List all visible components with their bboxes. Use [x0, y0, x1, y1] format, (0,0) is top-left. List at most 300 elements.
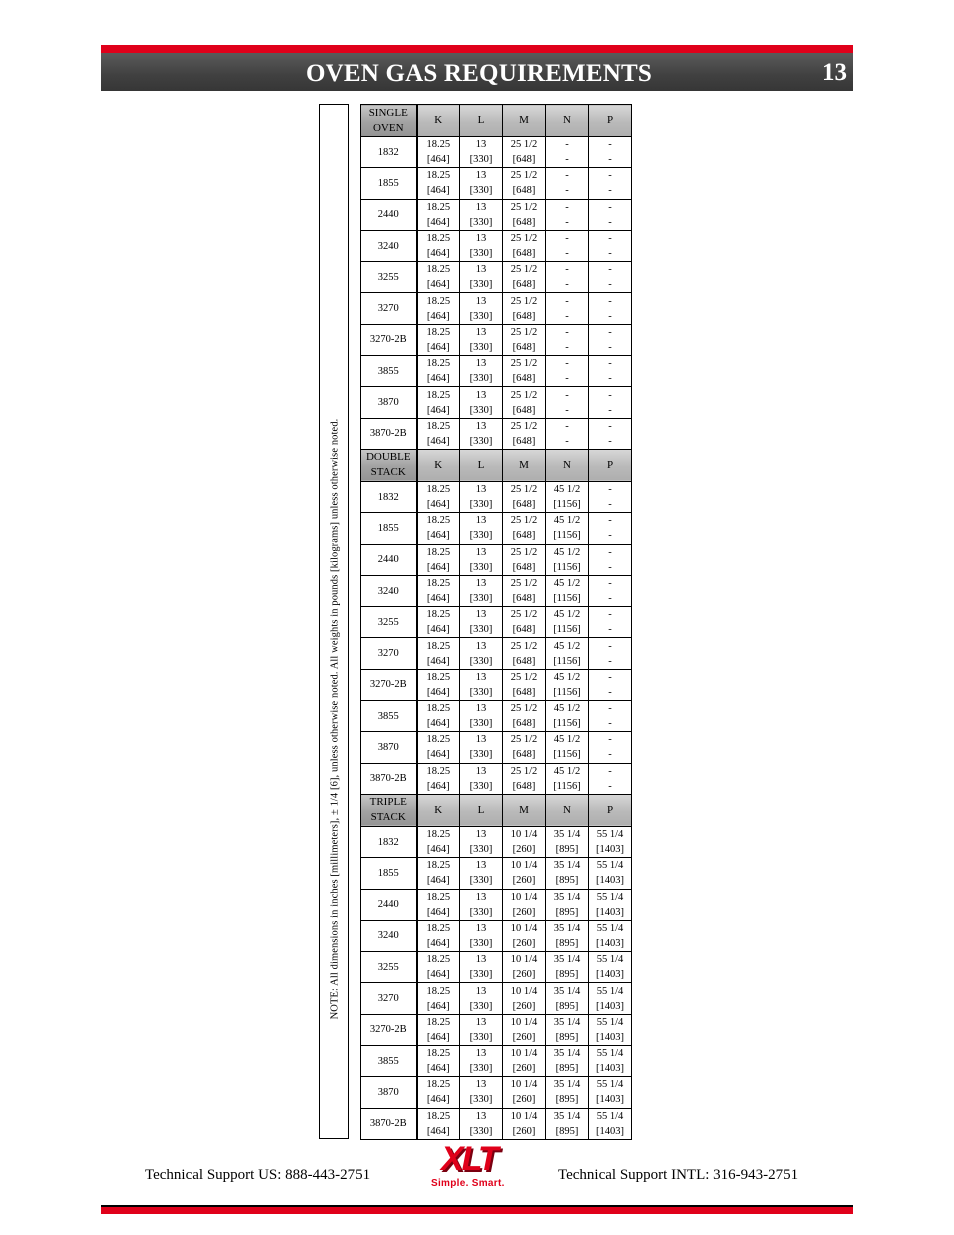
model-cell: 3855 — [361, 1046, 417, 1077]
section-label-line1: TRIPLE — [369, 796, 407, 809]
value-cell — [546, 607, 589, 638]
table-row — [361, 1046, 632, 1077]
value-cell — [460, 1046, 503, 1077]
inch-value: 35 1/4 — [553, 985, 581, 997]
value-cell — [589, 137, 632, 168]
mm-value: [895] — [555, 1063, 579, 1075]
value-cell — [417, 544, 460, 575]
value-cell — [417, 1077, 460, 1108]
value-cell — [546, 324, 589, 355]
mm-value: [1403] — [596, 875, 624, 887]
value-cell — [417, 638, 460, 669]
mm-value: [1156] — [553, 749, 581, 761]
inch-value: 18.25 — [426, 703, 451, 715]
inch-value: - — [608, 734, 612, 746]
mm-value: - — [565, 310, 569, 322]
table-row — [361, 952, 632, 983]
value-cell — [589, 230, 632, 261]
inch-value: - — [608, 609, 612, 621]
mm-value: [895] — [555, 844, 579, 856]
value-cell — [503, 607, 546, 638]
inch-value: 18.25 — [426, 891, 451, 903]
mm-value: [464] — [426, 593, 450, 604]
mm-value: [1403] — [596, 1031, 624, 1043]
table-row — [361, 1108, 632, 1139]
table-row — [361, 230, 632, 261]
value-cell — [589, 513, 632, 544]
mm-value: [330] — [469, 624, 493, 636]
mm-value: [648] — [512, 185, 536, 197]
mm-value: [464] — [426, 1094, 450, 1106]
value-cell — [589, 889, 632, 920]
value-cell — [460, 920, 503, 951]
inch-value: 55 1/4 — [596, 860, 624, 872]
inch-value: 13 — [475, 734, 487, 746]
mm-value: [1156] — [553, 655, 581, 667]
value-cell — [589, 858, 632, 889]
mm-value: [330] — [469, 279, 493, 291]
mm-value: [260] — [512, 937, 536, 949]
inch-value: 25 1/2 — [510, 515, 538, 527]
mm-value: - — [608, 686, 612, 698]
inch-value: 18.25 — [426, 515, 451, 527]
value-cell — [503, 1046, 546, 1077]
mm-value: [648] — [512, 499, 536, 511]
column-header: L — [460, 105, 503, 137]
inch-value: 18.25 — [426, 829, 451, 841]
value-cell — [460, 983, 503, 1014]
value-cell — [503, 732, 546, 763]
mm-value: [260] — [512, 1031, 536, 1043]
inch-value: 13 — [475, 609, 487, 621]
model-cell: 3270-2B — [361, 1014, 417, 1045]
column-header: L — [460, 794, 503, 826]
logo-tagline: Simple. Smart. — [431, 1178, 505, 1189]
value-cell — [589, 199, 632, 230]
value-cell — [546, 889, 589, 920]
value-cell — [503, 983, 546, 1014]
value-cell — [503, 889, 546, 920]
table-row — [361, 168, 632, 199]
mm-value: [330] — [469, 844, 493, 856]
inch-value: - — [565, 358, 569, 370]
model-cell: 3240 — [361, 230, 417, 261]
mm-value: [330] — [469, 593, 493, 604]
mm-value: [1156] — [553, 499, 581, 511]
value-cell — [503, 168, 546, 199]
value-cell — [503, 638, 546, 669]
value-cell — [417, 889, 460, 920]
inch-value: 13 — [475, 515, 487, 527]
inch-value: 18.25 — [426, 609, 451, 621]
value-cell — [460, 763, 503, 794]
inch-value: 13 — [475, 233, 487, 245]
table-row — [361, 324, 632, 355]
inch-value: 18.25 — [426, 1048, 451, 1060]
inch-value: 18.25 — [426, 326, 451, 338]
value-cell — [417, 763, 460, 794]
mm-value: [464] — [426, 844, 450, 856]
inch-value: 25 1/2 — [510, 233, 538, 245]
value-cell — [589, 669, 632, 700]
column-header: N — [546, 105, 589, 137]
mm-value: - — [565, 404, 569, 416]
inch-value: 18.25 — [426, 201, 451, 213]
table-row — [361, 1014, 632, 1045]
value-cell — [460, 544, 503, 575]
inch-value: 10 1/4 — [510, 1048, 538, 1060]
inch-value: 45 1/2 — [553, 703, 581, 715]
inch-value: 35 1/4 — [553, 922, 581, 934]
inch-value: - — [608, 515, 612, 527]
inch-value: 25 1/2 — [510, 484, 538, 496]
mm-value: - — [608, 435, 612, 447]
value-cell — [417, 826, 460, 857]
mm-value: [260] — [512, 1063, 536, 1075]
column-header: L — [460, 449, 503, 481]
value-cell — [546, 826, 589, 857]
value-cell — [417, 418, 460, 449]
value-cell — [503, 826, 546, 857]
inch-value: 45 1/2 — [553, 609, 581, 621]
model-cell: 3240 — [361, 575, 417, 606]
mm-value: [895] — [555, 969, 579, 981]
mm-value: [1403] — [596, 937, 624, 949]
inch-value: 35 1/4 — [553, 1016, 581, 1028]
column-header: K — [417, 105, 460, 137]
value-cell — [503, 262, 546, 293]
inch-value: 18.25 — [426, 233, 451, 245]
value-cell — [546, 1077, 589, 1108]
inch-value: 25 1/2 — [510, 358, 538, 370]
inch-value: 13 — [475, 170, 487, 182]
table-row — [361, 920, 632, 951]
value-cell — [546, 1014, 589, 1045]
mm-value: [464] — [426, 969, 450, 981]
table-row — [361, 983, 632, 1014]
value-cell — [546, 763, 589, 794]
mm-value: [330] — [469, 780, 493, 792]
value-cell — [546, 701, 589, 732]
value-cell — [417, 983, 460, 1014]
mm-value: [330] — [469, 749, 493, 761]
inch-value: 25 1/2 — [510, 295, 538, 307]
table-row — [361, 638, 632, 669]
inch-value: 18.25 — [426, 985, 451, 997]
value-cell — [460, 293, 503, 324]
mm-value: - — [565, 154, 569, 166]
inch-value: 25 1/2 — [510, 420, 538, 432]
value-cell — [417, 387, 460, 418]
value-cell — [503, 137, 546, 168]
value-cell — [460, 1014, 503, 1045]
value-cell — [460, 418, 503, 449]
mm-value: [1156] — [553, 686, 581, 698]
inch-value: 13 — [475, 264, 487, 276]
value-cell — [460, 262, 503, 293]
mm-value: [330] — [469, 530, 493, 542]
value-cell — [460, 230, 503, 261]
mm-value: [330] — [469, 310, 493, 322]
mm-value: [464] — [426, 686, 450, 698]
value-cell — [589, 1046, 632, 1077]
mm-value: [1403] — [596, 1125, 624, 1137]
model-cell: 1855 — [361, 168, 417, 199]
mm-value: [260] — [512, 844, 536, 856]
inch-value: - — [608, 170, 612, 182]
inch-value: 10 1/4 — [510, 860, 538, 872]
inch-value: 13 — [475, 703, 487, 715]
value-cell — [460, 356, 503, 387]
inch-value: 18.25 — [426, 765, 451, 777]
mm-value: [464] — [426, 655, 450, 667]
mm-value: - — [608, 279, 612, 291]
model-cell: 3255 — [361, 607, 417, 638]
value-cell — [589, 575, 632, 606]
value-cell — [546, 983, 589, 1014]
inch-value: 25 1/2 — [510, 170, 538, 182]
inch-value: 55 1/4 — [596, 829, 624, 841]
value-cell — [503, 544, 546, 575]
inch-value: 25 1/2 — [510, 609, 538, 621]
value-cell — [417, 293, 460, 324]
dimensions-note: NOTE: All dimensions in inches [millimeters], ± 1/4 [6], unless otherwise noted. All weights in pounds [kilograms] unless otherwise noted. — [329, 418, 341, 1020]
inch-value: 18.25 — [426, 264, 451, 276]
inch-value: 13 — [475, 389, 487, 401]
mm-value: [464] — [426, 435, 450, 447]
value-cell — [546, 230, 589, 261]
mm-value: - — [608, 718, 612, 730]
inch-value: 18.25 — [426, 389, 451, 401]
model-cell: 1855 — [361, 513, 417, 544]
model-cell: 3870-2B — [361, 1108, 417, 1139]
mm-value: [330] — [469, 248, 493, 260]
inch-value: 55 1/4 — [596, 985, 624, 997]
mm-value: - — [565, 279, 569, 291]
section-label — [361, 794, 417, 826]
column-header: N — [546, 794, 589, 826]
inch-value: 13 — [475, 1048, 487, 1060]
table-row — [361, 858, 632, 889]
mm-value: [330] — [469, 373, 493, 385]
inch-value: 18.25 — [426, 139, 451, 151]
value-cell — [460, 732, 503, 763]
mm-value: [464] — [426, 875, 450, 887]
model-cell: 3870 — [361, 387, 417, 418]
inch-value: 13 — [475, 954, 487, 966]
mm-value: [330] — [469, 1063, 493, 1075]
mm-value: [1156] — [553, 718, 581, 730]
inch-value: 35 1/4 — [553, 891, 581, 903]
model-cell: 1855 — [361, 858, 417, 889]
value-cell — [417, 1046, 460, 1077]
inch-value: - — [608, 233, 612, 245]
inch-value: 18.25 — [426, 420, 451, 432]
table-row — [361, 544, 632, 575]
value-cell — [546, 952, 589, 983]
inch-value: 25 1/2 — [510, 389, 538, 401]
value-cell — [546, 481, 589, 512]
inch-value: 55 1/4 — [596, 1016, 624, 1028]
mm-value: [330] — [469, 216, 493, 228]
value-cell — [589, 983, 632, 1014]
mm-value: - — [608, 530, 612, 542]
value-cell — [589, 701, 632, 732]
inch-value: - — [608, 765, 612, 777]
inch-value: 25 1/2 — [510, 703, 538, 715]
inch-value: - — [565, 233, 569, 245]
mm-value: [464] — [426, 1000, 450, 1012]
mm-value: [1403] — [596, 1063, 624, 1075]
value-cell — [417, 168, 460, 199]
mm-value: [648] — [512, 435, 536, 447]
inch-value: - — [565, 420, 569, 432]
value-cell — [546, 920, 589, 951]
inch-value: 55 1/4 — [596, 1110, 624, 1122]
mm-value: - — [565, 216, 569, 228]
mm-value: [464] — [426, 341, 450, 353]
mm-value: - — [565, 185, 569, 197]
value-cell — [460, 826, 503, 857]
value-cell — [546, 356, 589, 387]
value-cell — [460, 513, 503, 544]
model-cell: 3270 — [361, 293, 417, 324]
value-cell — [460, 669, 503, 700]
value-cell — [589, 544, 632, 575]
mm-value: [464] — [426, 937, 450, 949]
table-row — [361, 387, 632, 418]
inch-value: - — [608, 484, 612, 496]
model-cell: 1832 — [361, 826, 417, 857]
mm-value: [1403] — [596, 969, 624, 981]
inch-value: 45 1/2 — [553, 515, 581, 527]
inch-value: 35 1/4 — [553, 954, 581, 966]
value-cell — [460, 952, 503, 983]
table-row — [361, 826, 632, 857]
mm-value: [648] — [512, 686, 536, 698]
top-red-rule — [101, 45, 853, 53]
mm-value: [464] — [426, 1063, 450, 1075]
support-us-phone: Technical Support US: 888-443-2751 — [145, 1167, 371, 1183]
table-row — [361, 513, 632, 544]
table-row — [361, 607, 632, 638]
inch-value: 10 1/4 — [510, 1016, 538, 1028]
value-cell — [503, 387, 546, 418]
table-row — [361, 1077, 632, 1108]
table-row — [361, 481, 632, 512]
value-cell — [503, 669, 546, 700]
mm-value: [648] — [512, 216, 536, 228]
value-cell — [460, 1108, 503, 1139]
mm-value: [464] — [426, 248, 450, 260]
value-cell — [589, 481, 632, 512]
value-cell — [503, 575, 546, 606]
value-cell — [417, 732, 460, 763]
mm-value: [330] — [469, 154, 493, 166]
value-cell — [417, 513, 460, 544]
table-row — [361, 199, 632, 230]
inch-value: 13 — [475, 1110, 487, 1122]
model-cell: 2440 — [361, 889, 417, 920]
inch-value: 13 — [475, 891, 487, 903]
column-header: K — [417, 449, 460, 481]
inch-value: - — [608, 389, 612, 401]
model-cell: 3870-2B — [361, 763, 417, 794]
value-cell — [460, 199, 503, 230]
mm-value: [330] — [469, 499, 493, 511]
mm-value: [464] — [426, 216, 450, 228]
table-row — [361, 262, 632, 293]
value-cell — [546, 732, 589, 763]
mm-value: [1403] — [596, 906, 624, 918]
mm-value: [464] — [426, 310, 450, 322]
mm-value: [648] — [512, 248, 536, 260]
column-header: P — [589, 105, 632, 137]
value-cell — [417, 701, 460, 732]
inch-value: 35 1/4 — [553, 1048, 581, 1060]
mm-value: [330] — [469, 655, 493, 667]
value-cell — [546, 262, 589, 293]
value-cell — [503, 1014, 546, 1045]
value-cell — [503, 701, 546, 732]
section-label-line2: OVEN — [372, 121, 404, 134]
value-cell — [460, 575, 503, 606]
value-cell — [460, 858, 503, 889]
inch-value: 55 1/4 — [596, 954, 624, 966]
mm-value: [1156] — [553, 593, 581, 604]
mm-value: [464] — [426, 154, 450, 166]
value-cell — [589, 826, 632, 857]
inch-value: 55 1/4 — [596, 1079, 624, 1091]
value-cell — [460, 607, 503, 638]
value-cell — [417, 858, 460, 889]
mm-value: [648] — [512, 593, 536, 604]
inch-value: 13 — [475, 1016, 487, 1028]
value-cell — [589, 607, 632, 638]
mm-value: [260] — [512, 1000, 536, 1012]
inch-value: 13 — [475, 985, 487, 997]
value-cell — [417, 669, 460, 700]
mm-value: - — [608, 780, 612, 792]
table-row — [361, 356, 632, 387]
model-cell: 3270 — [361, 983, 417, 1014]
value-cell — [546, 575, 589, 606]
model-cell: 3855 — [361, 701, 417, 732]
value-cell — [546, 858, 589, 889]
inch-value: - — [608, 264, 612, 276]
section-label-line2: STACK — [370, 466, 406, 479]
value-cell — [589, 638, 632, 669]
column-header: P — [589, 794, 632, 826]
value-cell — [417, 137, 460, 168]
value-cell — [417, 324, 460, 355]
mm-value: - — [608, 373, 612, 385]
inch-value: 13 — [475, 546, 487, 558]
mm-value: [895] — [555, 1125, 579, 1137]
inch-value: 45 1/2 — [553, 765, 581, 777]
value-cell — [503, 230, 546, 261]
mm-value: - — [565, 435, 569, 447]
column-header: P — [589, 449, 632, 481]
value-cell — [503, 356, 546, 387]
inch-value: - — [608, 139, 612, 151]
inch-value: 10 1/4 — [510, 1079, 538, 1091]
value-cell — [589, 1014, 632, 1045]
inch-value: 25 1/2 — [510, 578, 538, 589]
mm-value: [330] — [469, 937, 493, 949]
mm-value: [648] — [512, 404, 536, 416]
section-label — [361, 449, 417, 481]
